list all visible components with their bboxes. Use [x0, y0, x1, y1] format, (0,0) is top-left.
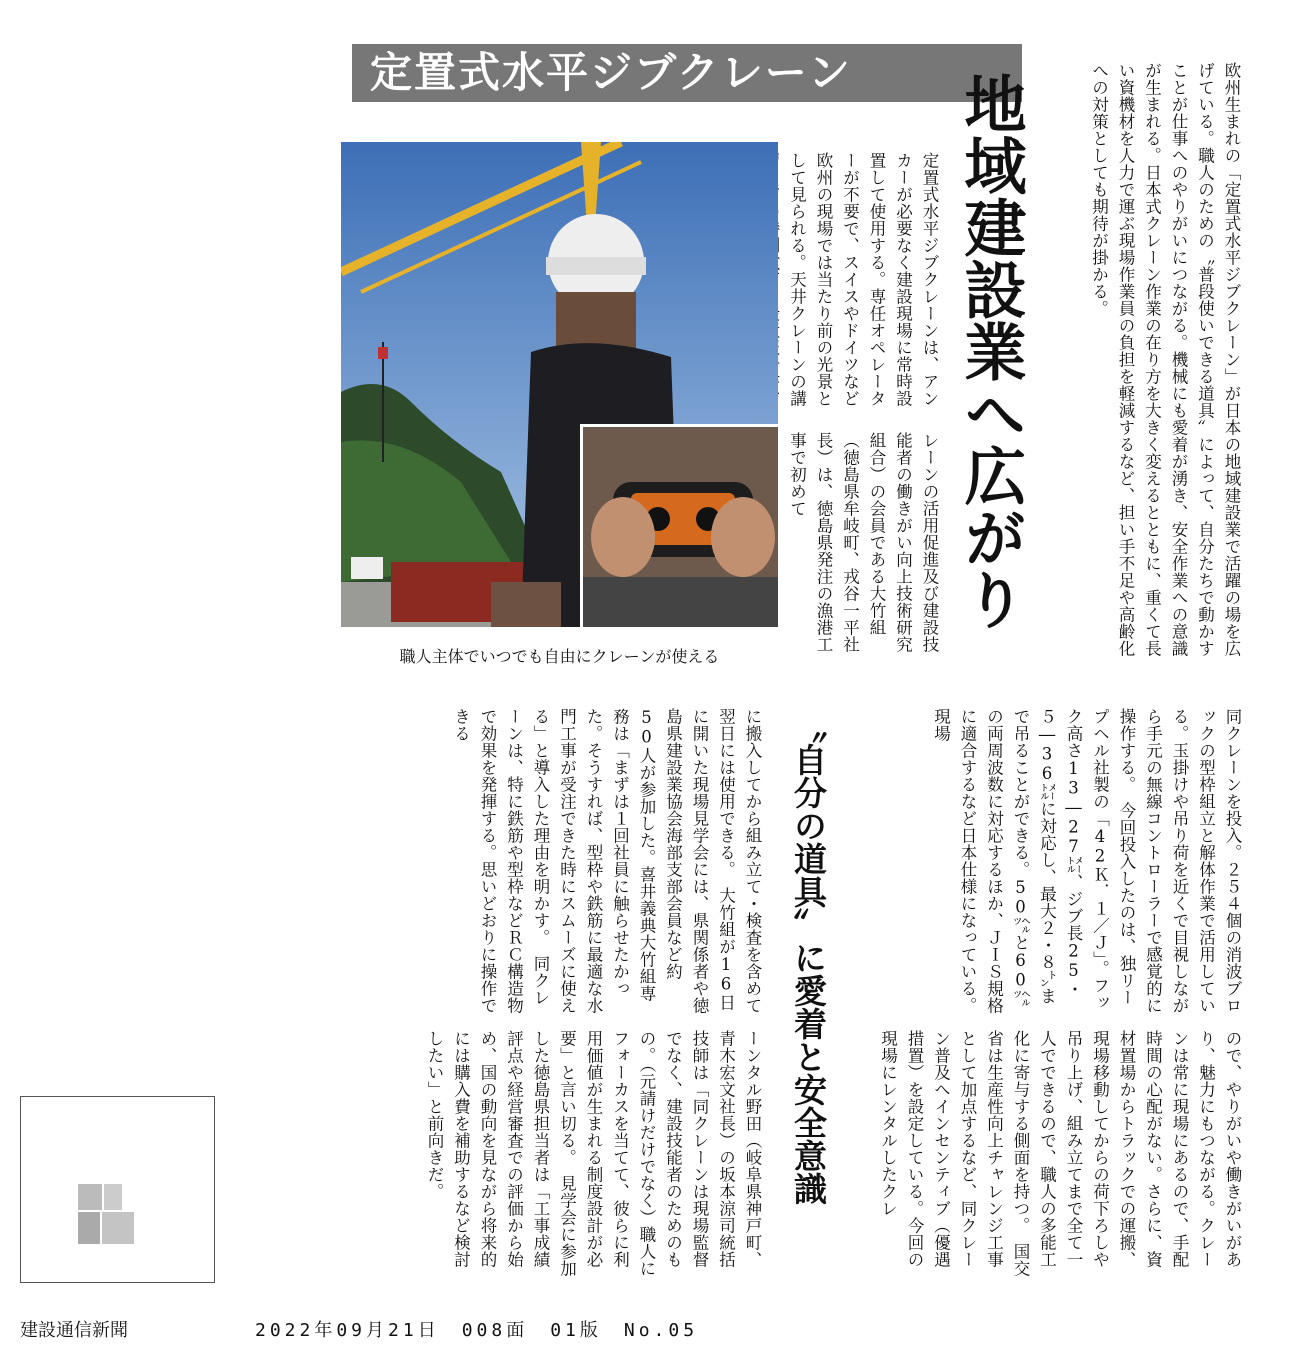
subheadline: 〝自分の道具〟に愛着と安全意識: [789, 710, 828, 1205]
article-body-lower-3: に搬入してから組み立て・検査を含めて翌日には使用できる。 大竹組が16日に開いた現場見学会には、県関係者や徳島県建設業協会海部支部会員など約50人が参加した。喜井義典大竹組専務は「まずは１回社員に触らせたかった。そうすれば、型枠や鉄筋に最適な水門工事が受注できた時にスムーズに使える」と導入した理由を明かす。 同クレーンは、特に鉄筋や型枠などＲＣ構造物で効果を発揮する。思いどおりに操作できる: [451, 708, 762, 1014]
article-body-lower-2: ので、やりがいや働きがいがあり、魅力にもつながる。クレーンは常に現場にあるので、手配時間の心配がない。さらに、資材置場からトラックでの運搬、現場移動してからの荷下ろしや吊り上げ、組み立てまで全て一人でできるので、職人の多能工化に寄与する側面を持つ。 国交省は生産性向上チャレンジ工事として加点するなど、同クレーン普及へインセンティブ（優遇措置）を設定している。今回の現場にレンタルしたクレ: [878, 1030, 1242, 1277]
lead-paragraph: 欧州生まれの「定置式水平ジブクレーン」が日本の地域建設業で活躍の場を広げている。職人のための〝普段使いできる道具〟によって、自分たちで動かすことが仕事へのやりがいにつながる。機械にも愛着が湧き、安全作業への意識が生まれる。日本式クレーン作業の在り方を大きく変えるとともに、重くて長い資機材を人力で運ぶ現場作業員の負担を軽減するなど、担い手不足や高齢化への対策としても期待が掛かる。: [1089, 62, 1241, 657]
photo-caption: 職人主体でいつでも自由にクレーンが使える: [399, 647, 720, 666]
section-banner: 定置式水平ジブクレーン: [352, 44, 1022, 102]
controller-illustration: [583, 427, 778, 627]
article-body-lower-4: ーンタル野田（岐阜県神戸町、青木宏文社長）の坂本涼司統括技師は「同クレーンは現場監督でなく、建設技能者のためのもの。（元請けだけでなく）職人にフォーカスを当てて、彼らに利用価値が生まれる制度設計が必要」と言い切る。 見学会に参加した徳島県担当者は「工事成績評点や経営審査での評価から始め、国の動向を見ながら将来的には購入費を補助するなど検討したい」と前向きだ。: [425, 1030, 762, 1277]
article-body-lower-1: 同クレーンを投入。２５４個の消波ブロックの型枠組立と解体作業で活用している。玉掛けや吊り荷を近くで目視しながら手元の無線コントローラーで感覚的に操作する。 今回投入したのは、独リープヘル社製の「42Ｋ．１／Ｊ」。フック高さ13―27㍍、ジブ長25・５―36㍍に対応し、最大２・８㌧まで吊ることができる。50㌹と60㌹の両周波数に対応するほか、ＪＩＳ規格に適合するなど日本仕様になっている。現場: [931, 708, 1242, 1014]
article-body-upper-left: レーンの活用促進及び建設技能者の働きがい向上技術研究組合）の会員である大竹組（徳島県牟岐町、戎谷一平社長）は、徳島県発注の漁港工事で初めて: [787, 432, 939, 653]
headline: 地域建設業へ広がり: [954, 72, 1027, 630]
issue-info: 2022年09月21日 008面 01版 No.05: [255, 1320, 699, 1341]
remote-controller-photo: [580, 424, 778, 627]
newspaper-logo-icon: [78, 1184, 134, 1244]
article-body-upper-right: 定置式水平ジブクレーンは、アンカーが必要なく建設現場に常時設置して使用する。専任オペレーターが不要で、スイスやドイツなど欧州の現場では当たり前の光景として見られる。天井クレーンの講: [787, 152, 939, 407]
newspaper-name: 建設通信新聞: [20, 1320, 128, 1341]
